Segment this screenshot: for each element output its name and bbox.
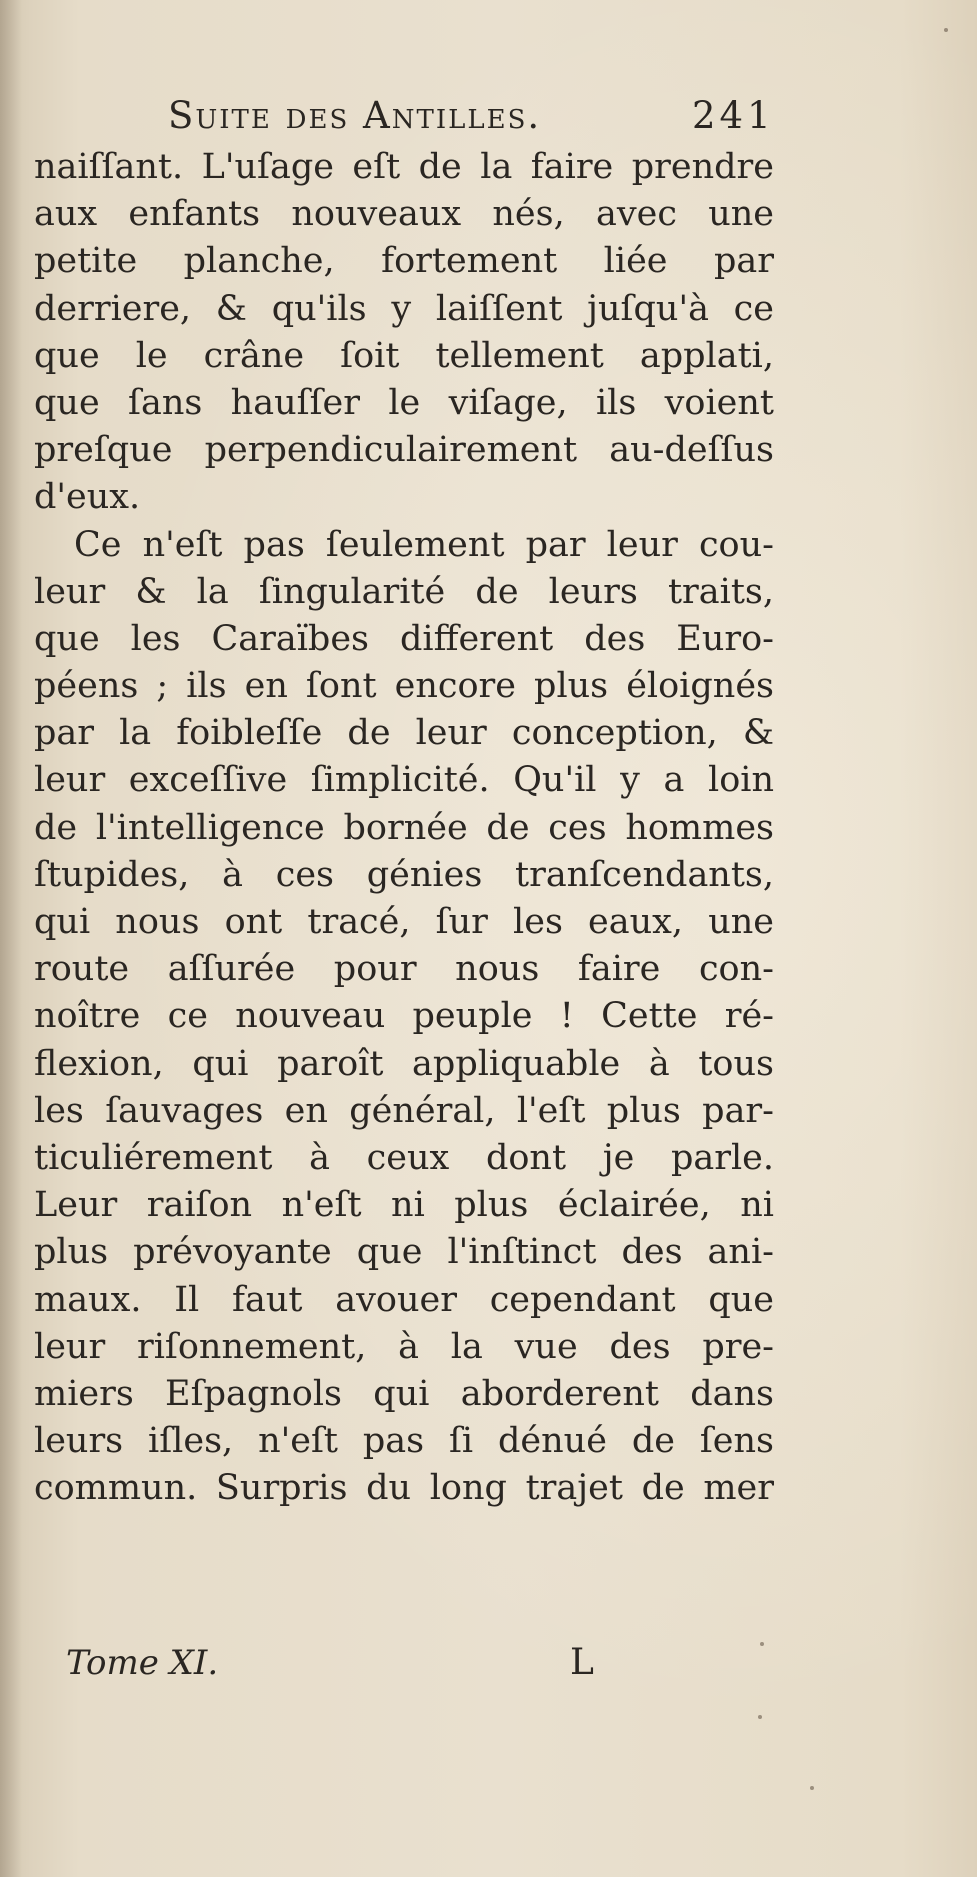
text-line: noître ce nouveau peuple ! Cette ré- [34,996,774,1037]
text-line: péens ; ils en ſont encore plus éloignés [34,666,774,707]
text-line: leur exceſſive ſimplicité. Qu'il y a loin [34,760,774,801]
text-line: preſque perpendiculairement au-deſſus [34,430,774,471]
text-line: petite planche, fortement liée par [34,241,774,282]
page-footer [0,1638,977,1688]
paper-speck [810,1786,814,1790]
text-line: qui nous ont tracé, ſur les eaux, une [34,902,774,942]
text-line: aux enfants nouveaux nés, avec une [34,194,774,235]
body-text [34,144,774,1512]
text-line: leur & la ſingularité de leurs traits, [34,571,774,612]
text-line: commun. Surpris du long trajet de mer [34,1468,774,1509]
text-line: les ſauvages en général, l'eſt plus par- [34,1090,774,1131]
text-line: miers Eſpagnols qui aborderent dans [34,1373,774,1414]
page-header [0,92,977,140]
text-line: que le crâne ſoit tellement applati, [34,335,774,376]
text-line: leur riſonnement, à la vue des pre- [34,1326,774,1367]
text-line: que ſans hauſſer le viſage, ils voient [34,382,774,423]
volume-signature: Tome XI. [66,1643,219,1683]
paper-speck [760,1642,764,1646]
text-line: route aſſurée pour nous faire con- [34,949,774,990]
text-line: plus prévoyante que l'inſtinct des ani- [34,1232,774,1273]
binding-shadow [0,0,22,1877]
paragraph-start-line: Ce n'eſt pas ſeulement par leur cou- [74,524,774,565]
text-line: flexion, qui paroît appliquable à tous [34,1043,774,1084]
paper-speck [758,1715,762,1719]
running-head: Suite des Antilles. [168,94,542,137]
text-line: ticuliérement à ceux dont je parle. [34,1137,774,1178]
text-line: Leur raiſon n'eſt ni plus éclairée, ni [34,1185,774,1226]
gathering-signature-mark: L [570,1642,594,1683]
text-line: ſtupides, à ces génies tranſcendants, [34,854,774,895]
paper-speck [944,28,948,32]
text-line: de l'intelligence bornée de ces hommes [34,807,774,848]
text-line: par la foibleſſe de leur conception, & [34,713,774,754]
text-line: d'eux. [34,477,141,518]
text-line: maux. Il faut avouer cependant que [34,1279,774,1320]
text-line: derriere, & qu'ils y laiſſent juſqu'à ce [34,288,774,329]
text-line: naiſſant. L'uſage eſt de la faire prendre [34,147,774,187]
text-line: que les Caraïbes different des Euro- [34,618,774,659]
page-number: 241 [692,94,775,137]
text-line: leurs iſles, n'eſt pas ſi dénué de ſens [34,1421,774,1462]
